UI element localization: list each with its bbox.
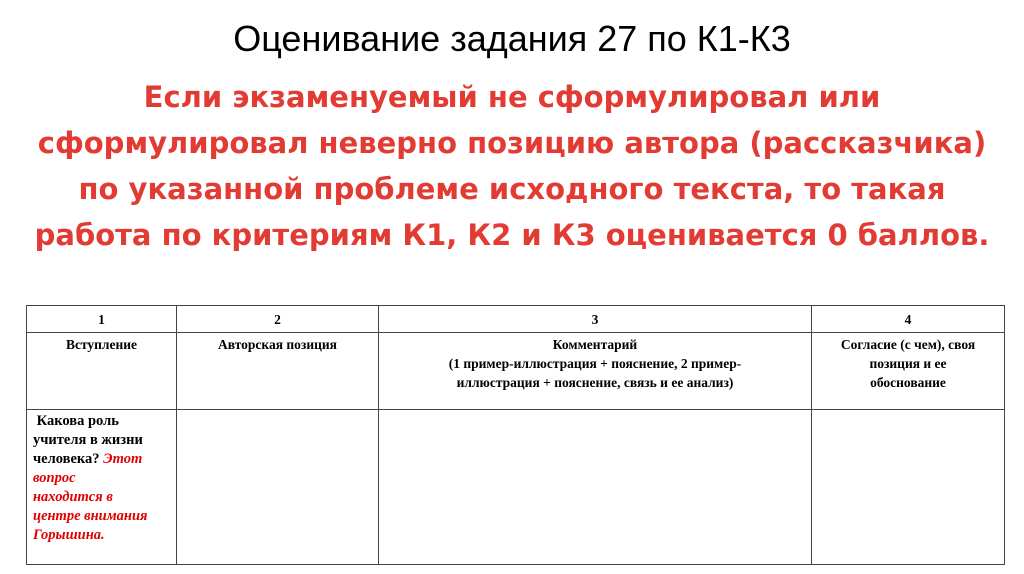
intro-line: Какова роль [36,413,119,429]
header-commentary [379,333,812,410]
column-number: 1 [27,306,177,333]
table-row [27,306,1005,333]
column-number: 4 [812,306,1005,333]
intro-line: человека? Этот [33,451,143,467]
commentary-line: (1 пример-иллюстрация + пояснение, 2 пример- [448,356,742,371]
warning-line: работа по критериям К1, К2 и К3 оценивается 0 баллов. [34,218,990,252]
column-number: 3 [379,306,812,333]
empty-cell [379,410,812,565]
warning-line: по указанной проблеме исходного текста, то такая [78,172,946,206]
agreement-line: обоснование [870,375,946,390]
intro-line: учителя в жизни [33,432,143,448]
highlight-text: Этот [103,451,143,467]
empty-cell [812,410,1005,565]
highlight-line: вопрос [33,470,76,486]
column-number: 2 [177,306,379,333]
warning-line: Если экзаменуемый не сформулировал или [143,80,881,114]
highlight-line: центре внимания [33,508,148,524]
commentary-line: иллюстрация + пояснение, связь и ее анализ) [456,375,734,390]
slide-title: Оценивание задания 27 по К1-К3 [233,18,791,59]
commentary-title: Комментарий [552,337,638,352]
header-author-position: Авторская позиция [177,333,379,410]
empty-cell [177,410,379,565]
header-agreement [812,333,1005,410]
warning-line: сформулировал неверно позицию автора (рассказчика) [37,126,987,160]
highlight-line: Горышина. [33,527,105,543]
agreement-line: позиция и ее [869,356,947,371]
table-row [27,333,1005,410]
criteria-table [26,305,1005,565]
table-row [27,410,1005,565]
warning-text [20,74,1004,258]
intro-cell [27,410,177,565]
agreement-line: Согласие (с чем), своя [840,337,976,352]
highlight-line: находится в [33,489,113,505]
header-intro: Вступление [27,333,177,410]
